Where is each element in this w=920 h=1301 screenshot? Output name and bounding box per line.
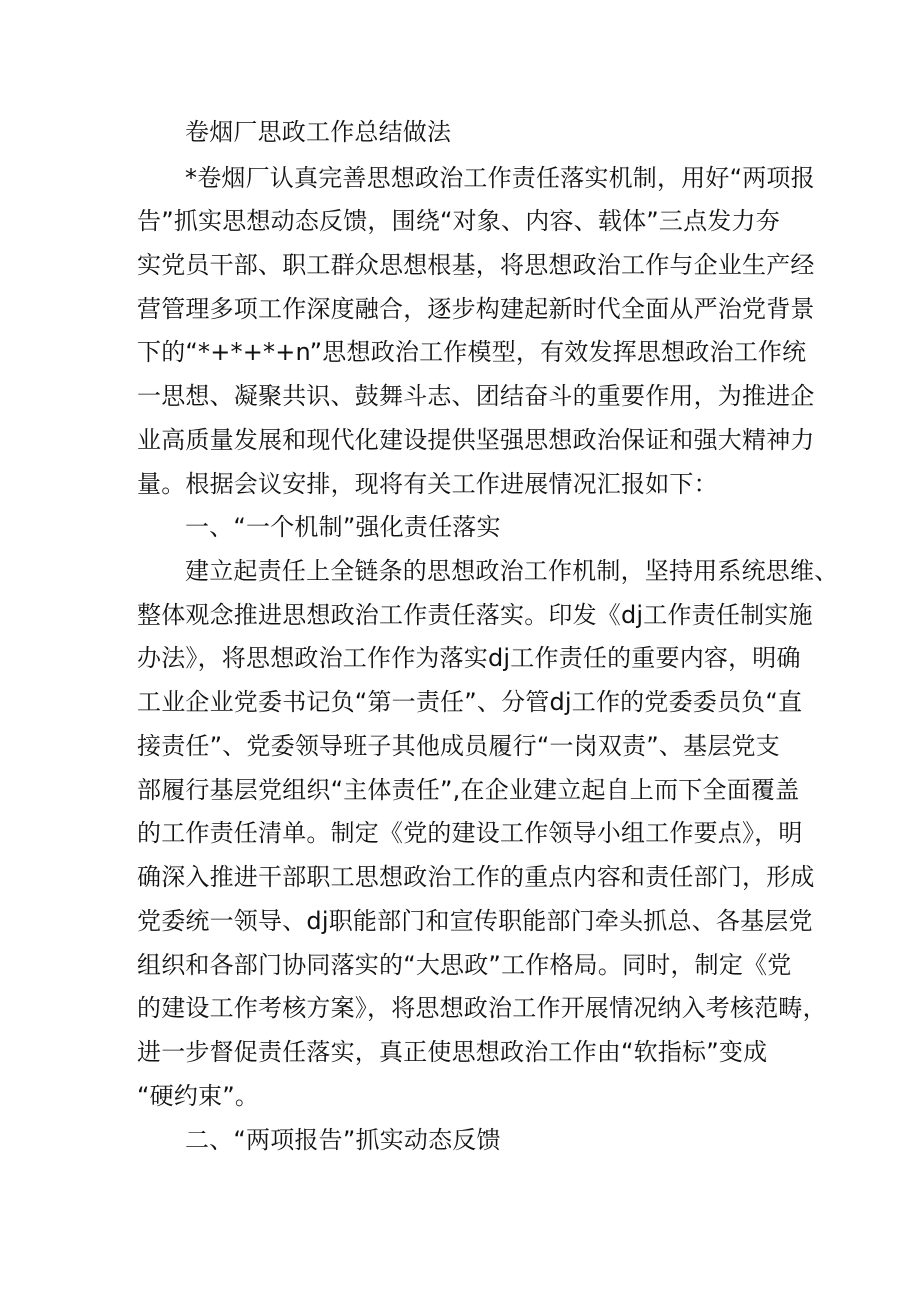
paragraph-2-line-3: 办法》，将思想政治工作作为落实dj工作责任的重要内容，明确 xyxy=(137,644,801,672)
paragraph-2-line-4: 工业企业党委书记负“第一责任”、分管dj工作的党委委员负“直 xyxy=(137,688,803,716)
paragraph-1-line-7: 业高质量发展和现代化建设提供坚强思想政治保证和强大精神力 xyxy=(137,426,815,454)
paragraph-2-line-5: 接责任”、党委领导班子其他成员履行“一岗双责”、基层党支 xyxy=(137,732,780,760)
paragraph-1-line-1: *卷烟厂认真完善思想政治工作责任落实机制，用好“两项报 xyxy=(185,164,815,192)
paragraph-2-line-11: 的建设工作考核方案》，将思想政治工作开展情况纳入考核范畴， xyxy=(137,994,827,1022)
section-heading-1: 一、“一个机制”强化责任落实 xyxy=(185,513,501,541)
paragraph-1-line-3: 实党员干部、职工群众思想根基，将思想政治工作与企业生产经 xyxy=(137,251,815,279)
paragraph-2-line-10: 组织和各部门协同落实的“大思政”工作格局。同时，制定《党 xyxy=(137,951,792,979)
paragraph-2-line-1: 建立起责任上全链条的思想政治工作机制，坚持用系统思维、 xyxy=(185,557,839,585)
paragraph-2-line-7: 的工作责任清单。制定《党的建设工作领导小组工作要点》，明 xyxy=(137,819,803,847)
paragraph-2-line-13: “硬约束”。 xyxy=(137,1082,260,1110)
paragraph-2-line-2: 整体观念推进思想政治工作责任落实。印发《dj工作责任制实施 xyxy=(137,601,813,629)
paragraph-2-line-8: 确深入推进干部职工思想政治工作的重点内容和责任部门，形成 xyxy=(137,863,815,891)
document-title: 卷烟厂思政工作总结做法 xyxy=(185,118,452,146)
section-heading-2: 二、“两项报告”抓实动态反馈 xyxy=(185,1126,501,1154)
paragraph-2-line-9: 党委统一领导、dj职能部门和宣传职能部门牵头抓总、各基层党 xyxy=(137,907,813,935)
paragraph-2-line-12: 进一步督促责任落实，真正使思想政治工作由“软指标”变成 xyxy=(137,1038,768,1066)
paragraph-2-line-6: 部履行基层党组织“主体责任”,在企业建立起自上而下全面覆盖 xyxy=(137,776,800,804)
paragraph-1-line-4: 营管理多项工作深度融合，逐步构建起新时代全面从严治党背景 xyxy=(137,295,815,323)
paragraph-1-line-8: 量。根据会议安排，现将有关工作进展情况汇报如下： xyxy=(137,470,718,498)
paragraph-1-line-2: 告”抓实思想动态反馈，围绕“对象、内容、载体”三点发力夯 xyxy=(137,207,780,235)
paragraph-1-line-6: 一思想、凝聚共识、鼓舞斗志、团结奋斗的重要作用，为推进企 xyxy=(137,382,815,410)
paragraph-1-line-5: 下的“*+*+*+n”思想政治工作模型，有效发挥思想政治工作统 xyxy=(137,338,807,366)
